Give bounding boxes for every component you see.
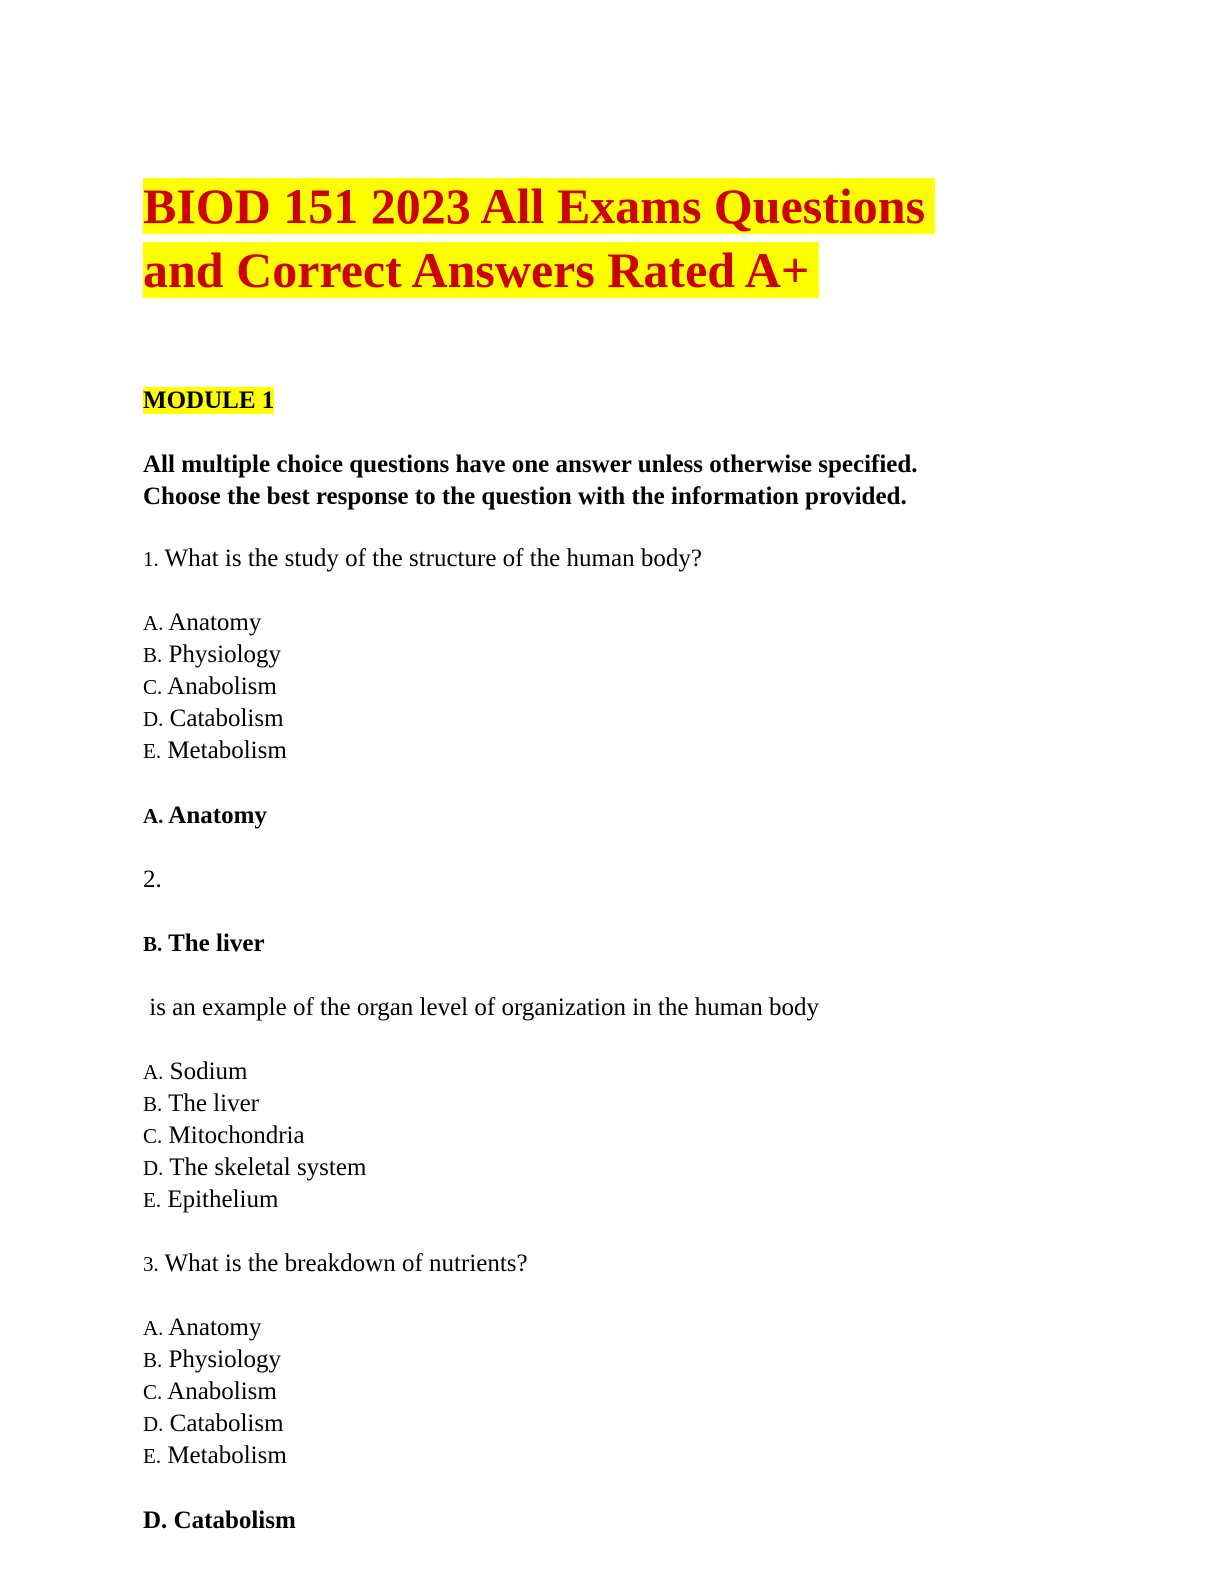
option-text: Catabolism <box>163 705 284 732</box>
option-letter: E. <box>143 739 162 763</box>
answer-text: The liver <box>162 930 265 957</box>
answer-letter: B. <box>143 932 163 956</box>
option-e <box>143 1184 278 1216</box>
option-text: Metabolism <box>161 1442 287 1469</box>
question-1 <box>143 543 702 575</box>
option-e <box>143 1440 287 1472</box>
option-letter: D. <box>143 707 164 731</box>
answer-text: Anatomy <box>163 802 267 829</box>
option-letter: B. <box>143 1092 163 1116</box>
option-letter: D. <box>143 1412 164 1436</box>
option-letter: D. <box>143 1156 164 1180</box>
option-a <box>143 1056 247 1088</box>
answer-1 <box>143 800 267 832</box>
option-letter: B. <box>143 643 163 667</box>
option-c <box>143 671 277 703</box>
module-label: MODULE 1 <box>143 387 275 414</box>
option-text: Physiology <box>162 1346 282 1373</box>
option-text: The liver <box>162 1090 259 1117</box>
option-a <box>143 607 261 639</box>
option-text: Mitochondria <box>162 1122 305 1149</box>
question-3 <box>143 1248 528 1280</box>
instructions-line-2: Choose the best response to the question with the information provided. <box>143 483 907 510</box>
option-d <box>143 1408 284 1440</box>
option-letter: A. <box>143 611 164 635</box>
question-2-number: 2. <box>143 866 162 893</box>
title-line-1: BIOD 151 2023 All Exams Questions <box>143 178 935 234</box>
option-letter: E. <box>143 1188 162 1212</box>
option-c <box>143 1376 277 1408</box>
option-text: Anabolism <box>162 673 277 700</box>
option-a <box>143 1312 261 1344</box>
instructions-line-1: All multiple choice questions have one answer unless otherwise specified. <box>143 451 918 478</box>
option-c <box>143 1120 305 1152</box>
option-letter: A. <box>143 1060 164 1084</box>
option-b <box>143 1344 281 1376</box>
question-text: What is the breakdown of nutrients? <box>158 1250 528 1277</box>
question-text: What is the study of the structure of the human body? <box>158 545 702 572</box>
option-letter: E. <box>143 1444 162 1468</box>
answer-text: Catabolism <box>167 1507 296 1534</box>
option-text: The skeletal system <box>163 1154 367 1181</box>
question-number: 1. <box>143 547 159 571</box>
option-letter: A. <box>143 1316 164 1340</box>
option-text: Physiology <box>162 641 282 668</box>
option-text: Anatomy <box>163 1314 262 1341</box>
instructions <box>143 449 918 513</box>
option-letter: C. <box>143 1124 163 1148</box>
question-2-text: is an example of the organ level of organization in the human body <box>143 994 819 1021</box>
option-text: Sodium <box>163 1058 248 1085</box>
option-d <box>143 703 284 735</box>
option-b <box>143 639 281 671</box>
option-d <box>143 1152 366 1184</box>
option-text: Metabolism <box>161 737 287 764</box>
title-line-2: and Correct Answers Rated A+ <box>143 242 819 298</box>
option-e <box>143 735 287 767</box>
document-title <box>143 174 935 302</box>
option-text: Anatomy <box>163 609 262 636</box>
answer-letter: A. <box>143 804 164 828</box>
option-letter: C. <box>143 1380 163 1404</box>
option-text: Catabolism <box>163 1410 284 1437</box>
option-text: Anabolism <box>162 1378 277 1405</box>
option-letter: C. <box>143 675 163 699</box>
option-text: Epithelium <box>161 1186 279 1213</box>
module-heading <box>143 384 274 418</box>
answer-2 <box>143 928 265 960</box>
option-letter: B. <box>143 1348 163 1372</box>
answer-letter: D. <box>143 1507 168 1534</box>
question-number: 3. <box>143 1252 159 1276</box>
option-b <box>143 1088 259 1120</box>
answer-3 <box>143 1505 296 1537</box>
